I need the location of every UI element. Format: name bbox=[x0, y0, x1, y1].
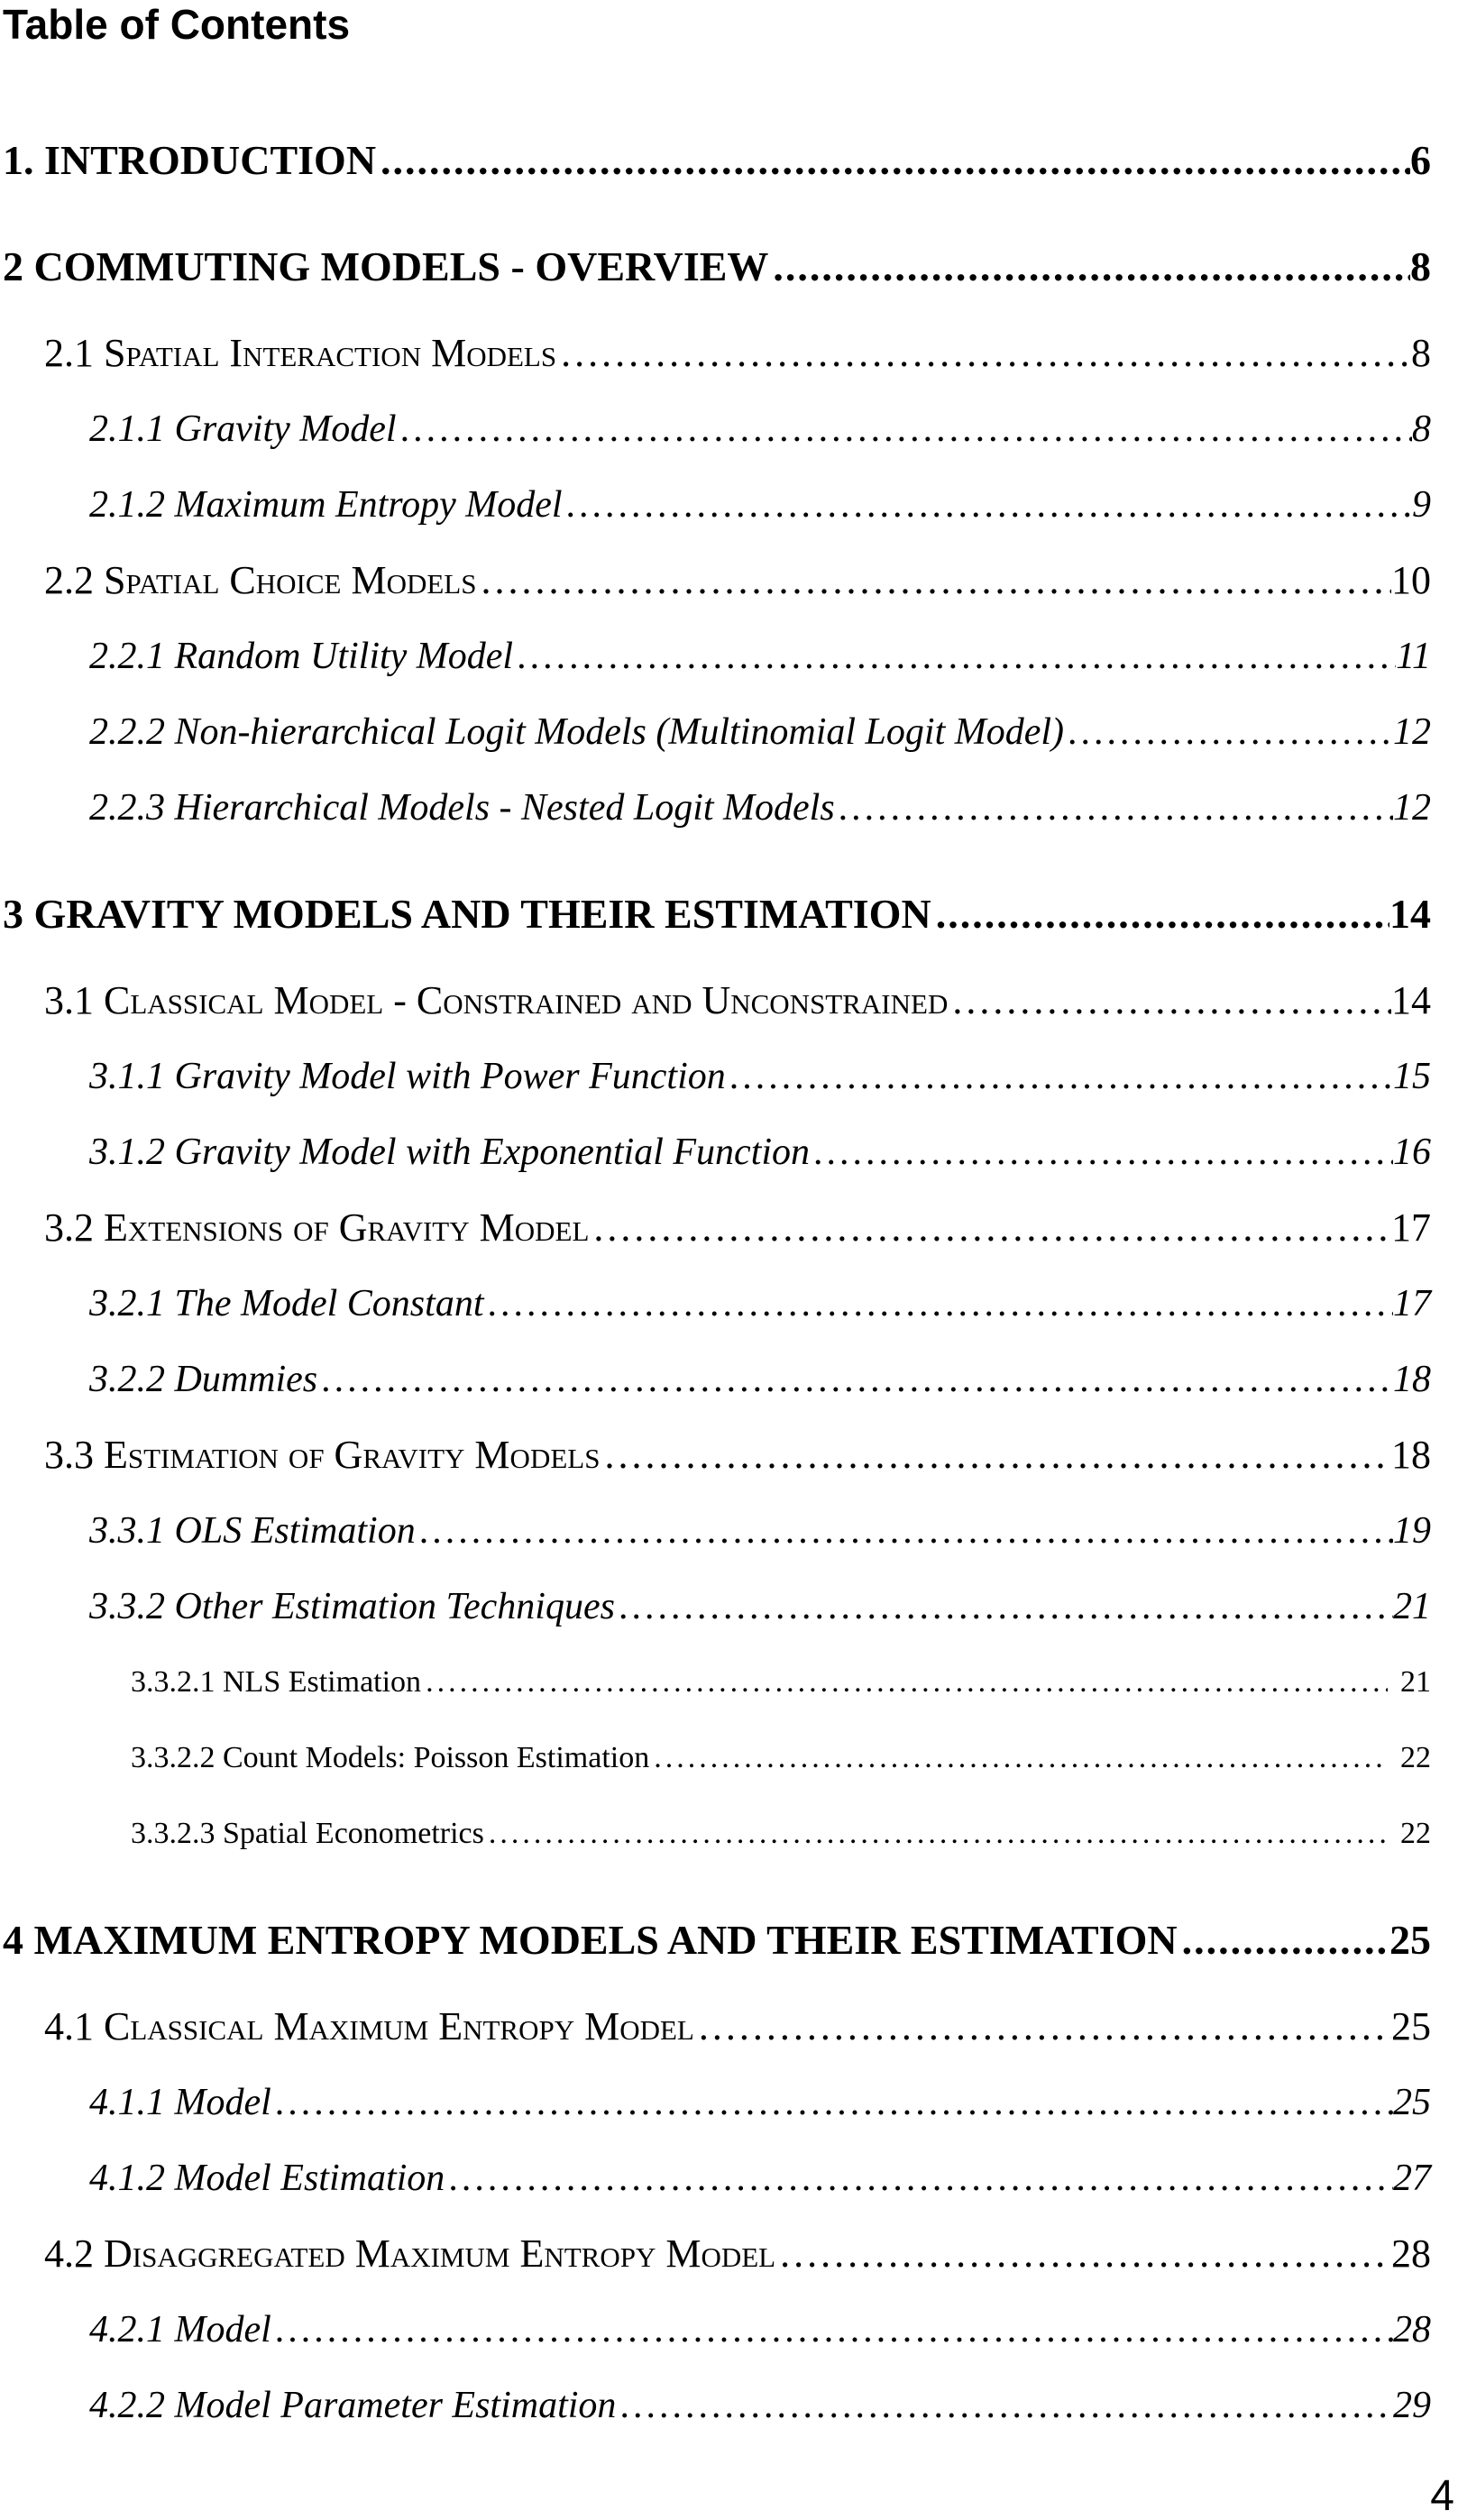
dot-leader bbox=[649, 1733, 1388, 1783]
toc-entry[interactable] bbox=[0, 1051, 1458, 1102]
dot-leader bbox=[768, 242, 1410, 292]
toc-entry[interactable] bbox=[0, 783, 1458, 833]
toc-entry[interactable] bbox=[0, 135, 1458, 186]
toc-entry-page: 19 bbox=[1393, 1510, 1431, 1552]
toc-entry-label: 2.2.1 Random Utility Model bbox=[89, 636, 514, 677]
dot-leader bbox=[931, 889, 1389, 939]
toc-entry-label: 3.1.2 Gravity Model with Exponential Function bbox=[89, 1132, 811, 1173]
dot-leader bbox=[397, 404, 1412, 454]
toc-entry-page: 21 bbox=[1393, 1586, 1431, 1627]
toc-entry-page: 28 bbox=[1393, 2309, 1431, 2350]
toc-entry-label: 3.3.1 OLS Estimation bbox=[89, 1510, 416, 1552]
page-title: Table of Contents bbox=[3, 1, 351, 48]
toc-entry-label: 3.1 Classical Model - Constrained and Unconstrained bbox=[44, 978, 949, 1022]
toc-entry-label: 3.3.2.1 NLS Estimation bbox=[131, 1665, 422, 1699]
toc-entry[interactable] bbox=[0, 1657, 1458, 1708]
toc-entry-page: 12 bbox=[1393, 711, 1431, 753]
toc-entry[interactable] bbox=[0, 2077, 1458, 2128]
dot-leader bbox=[600, 1430, 1391, 1480]
footer-page-number: 4 bbox=[1430, 2472, 1454, 2520]
dot-leader bbox=[445, 2153, 1393, 2204]
toc-entry-page: 25 bbox=[1389, 1917, 1431, 1963]
toc-entry-label: 2 COMMUTING MODELS - OVERVIEW bbox=[3, 243, 769, 289]
dot-leader bbox=[376, 135, 1410, 186]
dot-leader bbox=[615, 1581, 1393, 1632]
toc-entry-page: 15 bbox=[1393, 1056, 1431, 1097]
toc-entry[interactable] bbox=[0, 2305, 1458, 2355]
toc-entry-page: 14 bbox=[1391, 978, 1431, 1022]
dot-leader bbox=[556, 328, 1411, 379]
toc-entry-page: 8 bbox=[1412, 408, 1431, 450]
toc-entry-label: 3.2.2 Dummies bbox=[89, 1359, 318, 1400]
toc-entry-page: 25 bbox=[1391, 2004, 1431, 2048]
toc-entry-label: 4.2.1 Model bbox=[89, 2309, 271, 2350]
toc-entry-page: 18 bbox=[1391, 1433, 1431, 1477]
dot-leader bbox=[271, 2077, 1393, 2128]
toc-entry-page: 29 bbox=[1393, 2385, 1431, 2426]
toc-entry[interactable] bbox=[0, 1733, 1458, 1783]
dot-leader bbox=[421, 1657, 1388, 1708]
toc-entry[interactable] bbox=[0, 404, 1458, 454]
toc-entry-page: 6 bbox=[1410, 137, 1431, 183]
toc-entry-label: 3.2.1 The Model Constant bbox=[89, 1283, 484, 1324]
dot-leader bbox=[1064, 707, 1393, 757]
toc-entry-page: 28 bbox=[1391, 2231, 1431, 2276]
toc-entry-page: 17 bbox=[1391, 1205, 1431, 1250]
toc-entry[interactable] bbox=[0, 1430, 1458, 1480]
toc-list bbox=[0, 135, 1458, 2431]
toc-entry-page: 21 bbox=[1400, 1665, 1431, 1699]
toc-entry[interactable] bbox=[0, 1278, 1458, 1329]
toc-entry[interactable] bbox=[0, 889, 1458, 939]
dot-leader bbox=[726, 1051, 1393, 1102]
toc-entry-page: 9 bbox=[1412, 484, 1431, 526]
toc-entry-page: 17 bbox=[1393, 1283, 1431, 1324]
toc-entry-page: 8 bbox=[1410, 243, 1431, 289]
toc-entry-page: 27 bbox=[1393, 2158, 1431, 2199]
toc-entry-page: 10 bbox=[1391, 558, 1431, 602]
toc-entry[interactable] bbox=[0, 631, 1458, 682]
dot-leader bbox=[317, 1354, 1393, 1405]
toc-entry-label: 2.1 Spatial Interaction Models bbox=[44, 331, 557, 375]
toc-entry-page: 22 bbox=[1400, 1741, 1431, 1774]
toc-entry-label: 3.3.2.3 Spatial Econometrics bbox=[131, 1817, 484, 1850]
dot-leader bbox=[775, 2229, 1391, 2279]
toc-entry[interactable] bbox=[0, 1506, 1458, 1556]
dot-leader bbox=[476, 555, 1391, 606]
toc-entry-label: 4.1.1 Model bbox=[89, 2082, 271, 2123]
toc-entry[interactable] bbox=[0, 976, 1458, 1026]
toc-entry[interactable] bbox=[0, 707, 1458, 757]
dot-leader bbox=[694, 2002, 1391, 2052]
toc-entry-page: 16 bbox=[1393, 1132, 1431, 1173]
toc-entry-label: 3.2 Extensions of Gravity Model bbox=[44, 1205, 590, 1250]
toc-entry[interactable] bbox=[0, 2153, 1458, 2204]
toc-entry[interactable] bbox=[0, 1354, 1458, 1405]
toc-entry-label: 3 GRAVITY MODELS AND THEIR ESTIMATION bbox=[3, 891, 931, 937]
toc-entry-label: 3.1.1 Gravity Model with Power Function bbox=[89, 1056, 726, 1097]
dot-leader bbox=[484, 1278, 1394, 1329]
toc-entry-label: 1. INTRODUCTION bbox=[3, 137, 377, 183]
toc-entry[interactable] bbox=[0, 2229, 1458, 2279]
toc-entry-label: 4 MAXIMUM ENTROPY MODELS AND THEIR ESTIMATION bbox=[3, 1917, 1178, 1963]
toc-entry-label: 3.3 Estimation of Gravity Models bbox=[44, 1433, 601, 1477]
toc-entry-label: 2.1.1 Gravity Model bbox=[89, 408, 397, 450]
dot-leader bbox=[513, 631, 1396, 682]
toc-entry[interactable] bbox=[0, 2002, 1458, 2052]
dot-leader bbox=[271, 2305, 1393, 2355]
dot-leader bbox=[563, 480, 1412, 530]
toc-entry-label: 2.2.3 Hierarchical Models - Nested Logit Models bbox=[89, 787, 835, 829]
toc-entry[interactable] bbox=[0, 328, 1458, 379]
toc-entry[interactable] bbox=[0, 480, 1458, 530]
toc-entry-page: 14 bbox=[1389, 891, 1431, 937]
toc-entry-label: 3.3.2.2 Count Models: Poisson Estimation bbox=[131, 1741, 650, 1774]
toc-entry[interactable] bbox=[0, 1809, 1458, 1859]
toc-entry-page: 11 bbox=[1396, 636, 1431, 677]
toc-entry[interactable] bbox=[0, 1127, 1458, 1178]
dot-leader bbox=[484, 1809, 1388, 1859]
dot-leader bbox=[416, 1506, 1393, 1556]
toc-entry-page: 25 bbox=[1393, 2082, 1431, 2123]
dot-leader bbox=[589, 1203, 1391, 1253]
toc-entry-label: 4.2.2 Model Parameter Estimation bbox=[89, 2385, 617, 2426]
toc-entry-label: 4.2 Disaggregated Maximum Entropy Model bbox=[44, 2231, 776, 2276]
dot-leader bbox=[810, 1127, 1393, 1178]
dot-leader bbox=[1178, 1915, 1389, 1966]
toc-entry-page: 8 bbox=[1411, 331, 1431, 375]
toc-entry-label: 2.2.2 Non-hierarchical Logit Models (Multinomial Logit Model) bbox=[89, 711, 1065, 753]
toc-entry-page: 22 bbox=[1400, 1817, 1431, 1850]
toc-entry[interactable] bbox=[0, 2380, 1458, 2431]
dot-leader bbox=[616, 2380, 1393, 2431]
toc-entry-page: 12 bbox=[1393, 787, 1431, 829]
dot-leader bbox=[835, 783, 1393, 833]
toc-entry-label: 3.3.2 Other Estimation Techniques bbox=[89, 1586, 615, 1627]
toc-entry-label: 4.1 Classical Maximum Entropy Model bbox=[44, 2004, 694, 2048]
toc-entry[interactable] bbox=[0, 1581, 1458, 1632]
toc-entry[interactable] bbox=[0, 1203, 1458, 1253]
toc-entry[interactable] bbox=[0, 1915, 1458, 1966]
toc-entry-label: 2.1.2 Maximum Entropy Model bbox=[89, 484, 563, 526]
toc-entry[interactable] bbox=[0, 555, 1458, 606]
toc-entry[interactable] bbox=[0, 242, 1458, 292]
toc-entry-page: 18 bbox=[1393, 1359, 1431, 1400]
toc-entry-label: 4.1.2 Model Estimation bbox=[89, 2158, 445, 2199]
toc-entry-label: 2.2 Spatial Choice Models bbox=[44, 558, 477, 602]
dot-leader bbox=[948, 976, 1391, 1026]
